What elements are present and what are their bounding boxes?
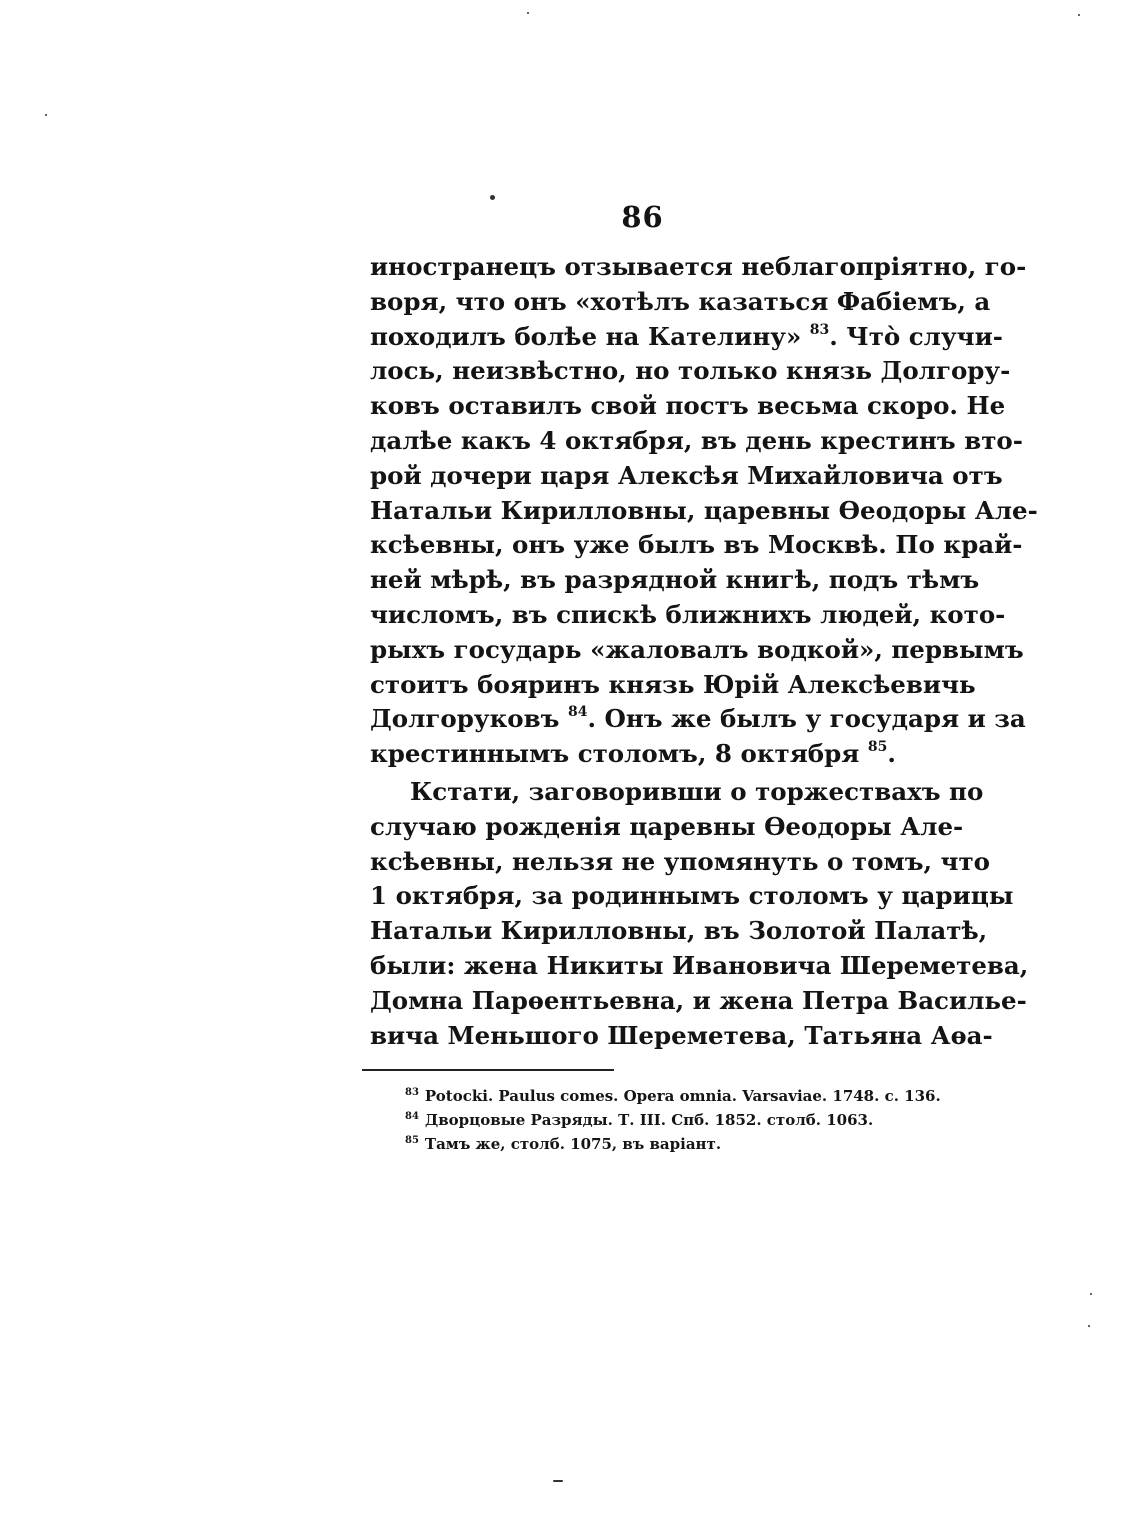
footnote-84: $^{84}$ Дворцовые Разряды. Т. III. Спб. 1852. столб. 1063.: [405, 1111, 874, 1129]
scan-speck: [1088, 1325, 1090, 1327]
text-line: крестиннымъ столомъ, 8 октября $^{85}$.: [370, 739, 896, 769]
text-line: рой дочери царя Алексѣя Михайловича отъ: [370, 460, 1003, 490]
text-line: воря, что онъ «хотѣлъ казаться Фабіемъ, а: [370, 286, 991, 316]
scan-speck: [527, 12, 529, 14]
text-line: Натальи Кирилловны, царевны Ѳеодоры Але-: [370, 495, 1038, 525]
footnote-85: $^{85}$ Тамъ же, столб. 1075, въ варіант.: [405, 1135, 722, 1153]
text-line: Домна Парѳентьевна, и жена Петра Василье-: [370, 985, 1027, 1015]
text-line: далѣе какъ 4 октября, въ день крестинъ вто-: [370, 425, 1023, 455]
text-line: были: жена Никиты Ивановича Шереметева,: [370, 950, 1029, 980]
text-line: ней мѣрѣ, въ разрядной книгѣ, подъ тѣмъ: [370, 565, 980, 595]
footnote-divider: [362, 1069, 614, 1071]
text-line: 1 октября, за родиннымъ столомъ у царицы: [370, 881, 1014, 911]
text-line: лось, неизвѣстно, но только князь Долгору-: [370, 356, 1011, 386]
text-line: ковъ оставилъ свой постъ весьма скоро. Не: [370, 391, 1006, 421]
text-line: рыхъ государь «жаловалъ водкой», первымъ: [370, 634, 1024, 664]
page-number: 86: [621, 200, 664, 234]
footnote-ref-85[interactable]: 85: [867, 739, 888, 756]
text-line: иностранецъ отзывается неблагопріятно, го-: [370, 252, 1027, 281]
main-text: [370, 250, 1038, 1053]
text-line: ксѣевны, нельзя не упомянуть о томъ, что: [370, 846, 991, 876]
footnote-ref-83[interactable]: 83: [809, 321, 830, 338]
footnote-83: $^{83}$ Potocki. Paulus comes. Opera omnia. Varsaviae. 1748. c. 136.: [405, 1087, 941, 1105]
text-line: походилъ болѣе на Кателину» $^{83}$. Что̀ случи-: [370, 321, 1003, 351]
text-line: вича Меньшого Шереметева, Татьяна Аѳа-: [370, 1020, 993, 1050]
scan-speck: [45, 114, 47, 116]
footnotes: [405, 1084, 945, 1156]
text-line: случаю рожденія царевны Ѳеодоры Але-: [370, 811, 964, 841]
scan-speck: [553, 1480, 563, 1482]
text-line: стоитъ бояринъ князь Юрій Алексѣевичь: [370, 669, 976, 699]
scan-speck: [1078, 14, 1080, 16]
footnote-ref-84[interactable]: 84: [567, 704, 588, 721]
footnote-mark: 85: [405, 1135, 419, 1146]
text-line: Натальи Кирилловны, въ Золотой Палатѣ,: [370, 916, 988, 946]
footnote-mark: 84: [405, 1111, 419, 1122]
text-line: ксѣевны, онъ уже былъ въ Москвѣ. По край-: [370, 530, 1023, 560]
text-line: Долгоруковъ $^{84}$. Онъ же былъ у государя и за: [370, 704, 1026, 734]
footnote-mark: 83: [405, 1087, 419, 1098]
text-line: числомъ, въ спискѣ ближнихъ людей, кото-: [370, 599, 1006, 629]
scan-speck: [1090, 1293, 1092, 1295]
text-line: Кстати, заговоривши о торжествахъ по: [410, 776, 984, 806]
